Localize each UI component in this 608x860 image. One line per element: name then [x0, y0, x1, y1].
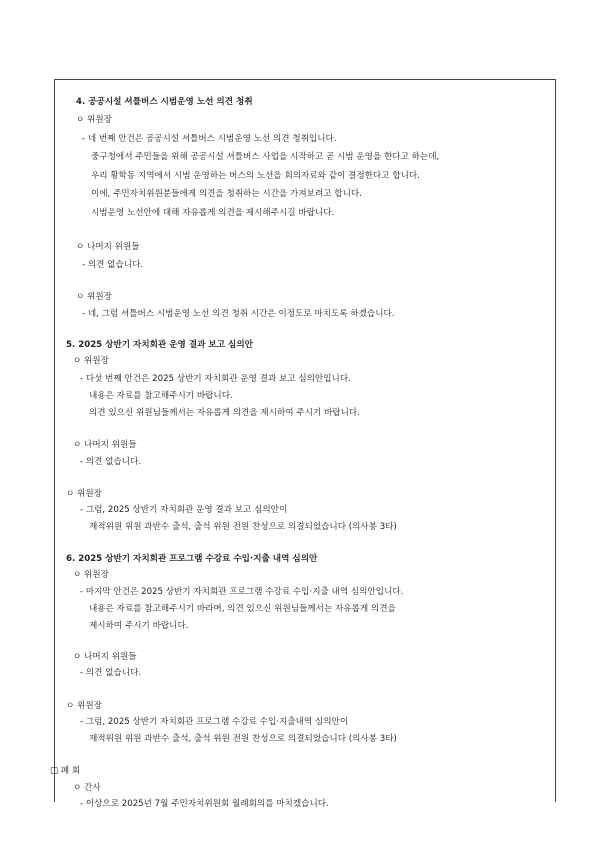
- speech-line: - 의견 없습니다.: [80, 668, 142, 678]
- speech-line: - 그럼, 2025 상반기 자치회관 프로그램 수강료 수입·지출내역 심의안이: [80, 717, 349, 727]
- speaker-chair: ㅇ 위원장: [76, 292, 112, 302]
- speech-line: 내용은 자료를 참고해주시기 바랍니다.: [89, 391, 233, 401]
- speech-line: - 다섯 번째 안건은 2025 상반기 자치회관 운영 결과 보고 심의안입니다.: [80, 374, 351, 384]
- speech-line: - 이상으로 2025년 7월 주민자치위원회 월례회의를 마치겠습니다.: [80, 799, 329, 809]
- speech-line: 제시하여 주시기 바랍니다.: [89, 621, 189, 631]
- speech-line: 시범운영 노선안에 대해 자유롭게 의견을 제시해주시길 바랍니다.: [91, 208, 335, 218]
- speaker-chair: ㅇ 위원장: [73, 570, 109, 580]
- closing-heading: □ 폐 회: [50, 766, 81, 776]
- speaker-chair: ㅇ 위원장: [66, 701, 102, 711]
- speaker-chair: ㅇ 위원장: [76, 115, 112, 125]
- speech-line: 이에, 주민자치위원분들에게 의견을 청취하는 시간을 가져보려고 합니다.: [91, 189, 362, 199]
- speaker-others: ㅇ 나머지 위원들: [73, 652, 137, 662]
- agenda-5-heading: 5. 2025 상반기 자치회관 운영 결과 보고 심의안: [66, 340, 253, 350]
- speaker-others: ㅇ 나머지 위원들: [76, 242, 140, 252]
- speech-line: 재적위원 위원 과반수 출석, 출석 위원 전원 찬성으로 의결되었습니다 (의사봉 3타): [89, 522, 397, 532]
- speech-line: - 네 번째 안건은 공공시설 셔틀버스 시범운영 노선 의견 청취입니다.: [82, 134, 337, 144]
- speech-line: 재적위원 위원 과반수 출석, 출석 위원 전원 찬성으로 의결되었습니다 (의사봉 3타): [89, 734, 397, 744]
- agenda-4-heading: 4. 공공시설 셔틀버스 시범운영 노선 의견 청취: [76, 97, 253, 107]
- speech-line: 우리 황학동 지역에서 시범 운영하는 버스의 노선을 회의자료와 같이 결정한다고 합니다.: [91, 171, 420, 181]
- agenda-6-heading: 6. 2025 상반기 자치회관 프로그램 수강료 수입·지출 내역 심의안: [66, 554, 318, 564]
- speaker-chair: ㅇ 위원장: [66, 489, 102, 499]
- speech-line: 의견 있으신 위원님들께서는 자유롭게 의견을 제시하여 주시기 바랍니다.: [89, 408, 360, 418]
- speaker-others: ㅇ 나머지 위원들: [73, 440, 137, 450]
- speech-line: - 네, 그럼 셔틀버스 시범운영 노선 의견 청취 시간은 이정도로 마치도록 하겠습니다.: [82, 309, 395, 319]
- speech-line: 내용은 자료를 참고해주시기 바라며, 의견 있으신 위원님들께서는 자유롭게 의견을: [89, 604, 396, 614]
- speech-line: - 그럼, 2025 상반기 자치회관 운영 결과 보고 심의안이: [80, 505, 288, 515]
- speech-line: - 의견 없습니다.: [82, 260, 144, 270]
- speech-line: - 의견 없습니다.: [80, 457, 142, 467]
- speech-line: 중구청에서 주민들을 위해 공공시설 셔틀버스 사업을 시작하고 곧 시범 운영을 한다고 하는데,: [91, 152, 440, 162]
- speech-line: - 마지막 안건은 2025 상반기 자치회관 프로그램 수강료 수입·지출 내역 심의안입니다.: [80, 587, 404, 597]
- speaker-secretary: ㅇ 간사: [73, 783, 101, 793]
- speaker-chair: ㅇ 위원장: [73, 356, 109, 366]
